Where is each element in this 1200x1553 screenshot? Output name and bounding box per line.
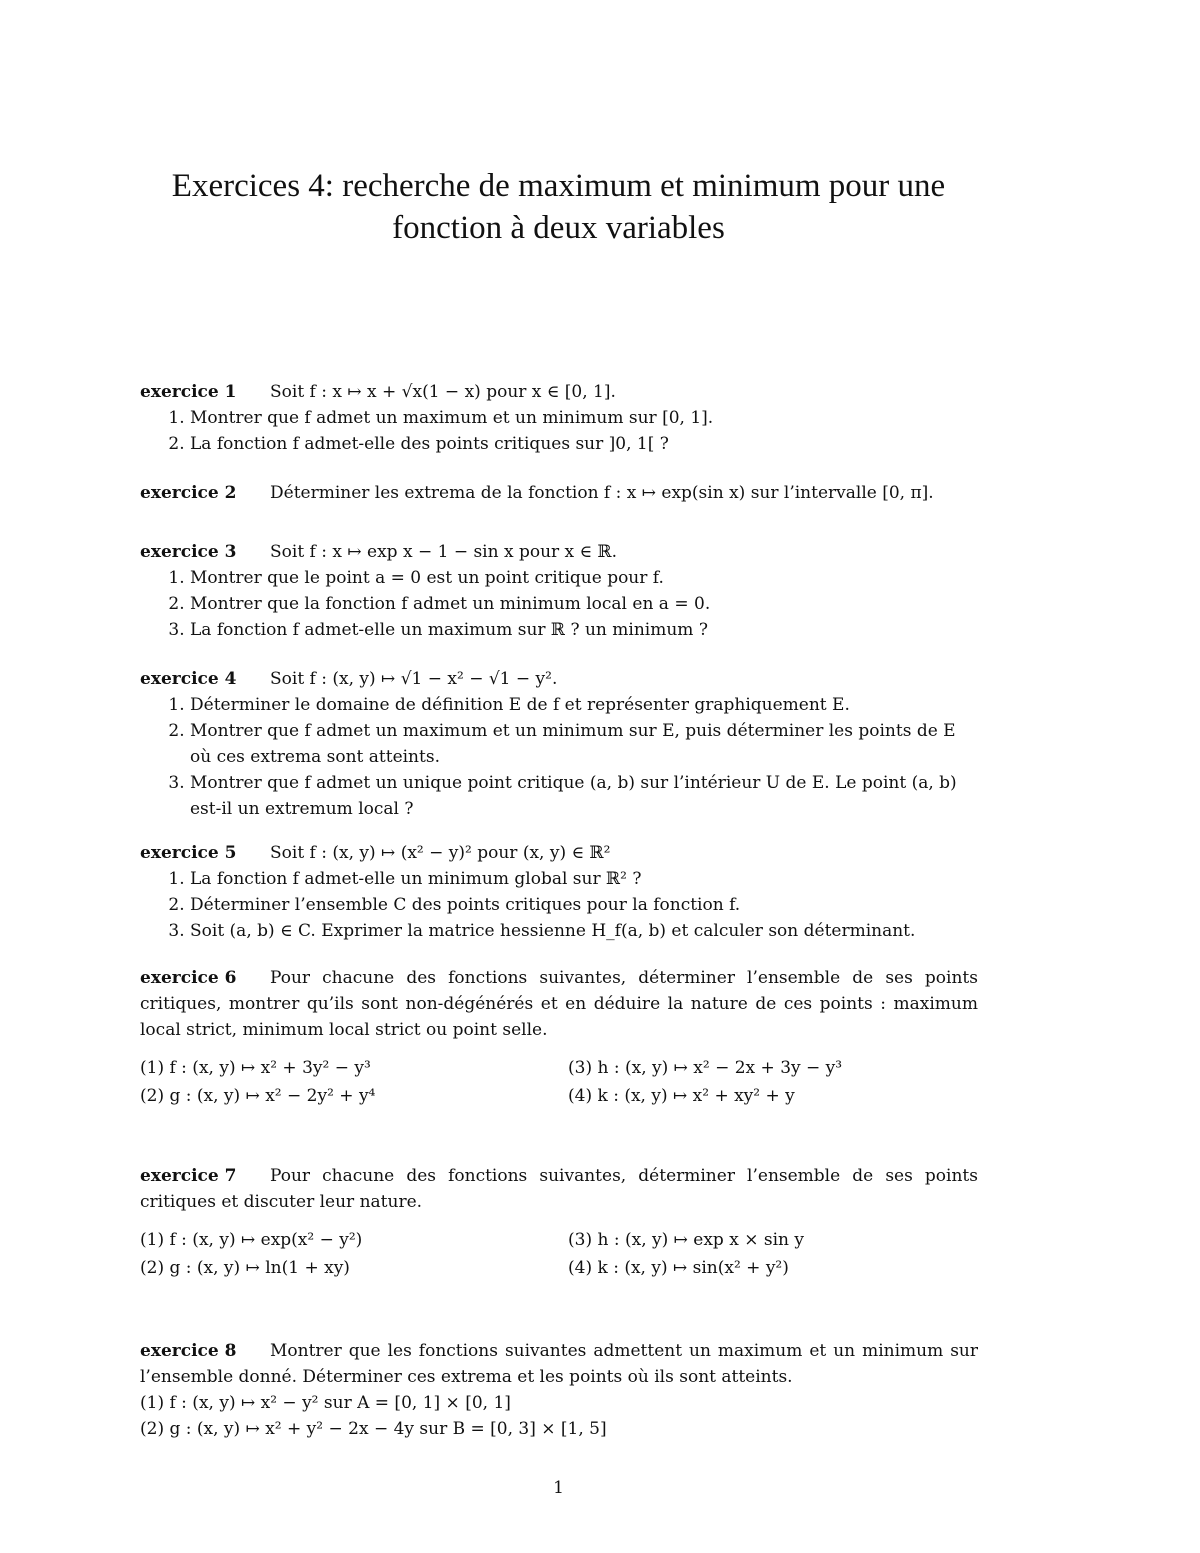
function-item: (2) g : (x, y) ↦ ln(1 + xy) [140,1258,350,1278]
exercise-1 [140,379,978,457]
exercise-8 [140,1338,978,1442]
list-item: 1. Montrer que le point a = 0 est un point critique pour f. [190,565,978,591]
exercise-intro: Soit f : x ↦ exp x − 1 − sin x pour x ∈ ℝ. [270,542,618,562]
exercise-intro: Soit f : (x, y) ↦ √1 − x² − √1 − y². [270,669,558,689]
list-item: 2. Montrer que f admet un maximum et un minimum sur E, puis déterminer les points de E où ces extrema sont atteints. [190,718,978,770]
function-item: (2) g : (x, y) ↦ x² − 2y² + y⁴ [140,1086,376,1106]
list-item: 2. Déterminer l’ensemble C des points critiques pour la fonction f. [190,892,978,918]
title-line-1: Exercices 4: recherche de maximum et minimum pour une [171,168,946,204]
function-item: (3) h : (x, y) ↦ x² − 2x + 3y − y³ [568,1058,843,1078]
exercise-intro: Déterminer les extrema de la fonction f : x ↦ exp(sin x) sur l’intervalle [0, π]. [270,483,934,503]
exercise-intro: Montrer que les fonctions suivantes admettent un maximum et un minimum sur l’ensemble donné. Déterminer ces extrema et les points où ils sont atteints. [140,1341,978,1387]
list-item: 2. Montrer que la fonction f admet un minimum local en a = 0. [190,591,978,617]
list-item: 1. Déterminer le domaine de définition E de f et représenter graphiquement E. [190,692,978,718]
function-item: (2) g : (x, y) ↦ x² + y² − 2x − 4y sur B = [0, 3] × [1, 5] [140,1419,607,1439]
exercise-intro: Soit f : x ↦ x + √x(1 − x) pour x ∈ [0, 1]. [270,382,616,402]
exercise-intro: Pour chacune des fonctions suivantes, déterminer l’ensemble de ses points critiques, montrer qu’ils sont non-dégénérés et en déduire la nature de ces points : maximum local strict, minimum local strict ou point selle. [140,968,978,1040]
exercise-label: exercice 3 [140,542,237,562]
function-item: (1) f : (x, y) ↦ exp(x² − y²) [140,1230,363,1250]
function-item: (4) k : (x, y) ↦ x² + xy² + y [568,1086,795,1106]
exercise-6 [140,965,978,1109]
exercise-3 [140,539,978,643]
function-item: (4) k : (x, y) ↦ sin(x² + y²) [568,1258,789,1278]
exercise-2 [140,480,978,506]
list-item: 3. Montrer que f admet un unique point critique (a, b) sur l’intérieur U de E. Le point (a, b) est-il un extremum local ? [190,770,978,822]
list-item: 2. La fonction f admet-elle des points critiques sur ]0, 1[ ? [190,431,978,457]
title-line-2: fonction à deux variables [392,210,725,246]
document-title [0,165,1117,249]
exercise-label: exercice 4 [140,669,237,689]
function-grid [140,1055,978,1109]
function-item: (3) h : (x, y) ↦ exp x × sin y [568,1230,804,1250]
exercise-4 [140,666,978,822]
exercise-label: exercice 5 [140,843,237,863]
exercise-label: exercice 2 [140,483,237,503]
exercise-label: exercice 8 [140,1341,237,1361]
exercise-7 [140,1163,978,1281]
list-item: 3. La fonction f admet-elle un maximum sur ℝ ? un minimum ? [190,617,978,643]
exercise-intro: Soit f : (x, y) ↦ (x² − y)² pour (x, y) ∈ ℝ² [270,843,611,863]
list-item: 3. Soit (a, b) ∈ C. Exprimer la matrice hessienne H_f(a, b) et calculer son déterminant. [190,918,978,944]
exercise-label: exercice 7 [140,1166,237,1186]
function-item: (1) f : (x, y) ↦ x² + 3y² − y³ [140,1058,371,1078]
function-grid [140,1227,978,1281]
function-item: (1) f : (x, y) ↦ x² − y² sur A = [0, 1] × [0, 1] [140,1393,511,1413]
page-number: 1 [553,1478,564,1498]
list-item: 1. Montrer que f admet un maximum et un minimum sur [0, 1]. [190,405,978,431]
exercise-label: exercice 1 [140,382,237,402]
exercise-label: exercice 6 [140,968,237,988]
list-item: 1. La fonction f admet-elle un minimum global sur ℝ² ? [190,866,978,892]
exercise-intro: Pour chacune des fonctions suivantes, déterminer l’ensemble de ses points critiques et discuter leur nature. [140,1166,978,1212]
exercise-5 [140,840,978,944]
